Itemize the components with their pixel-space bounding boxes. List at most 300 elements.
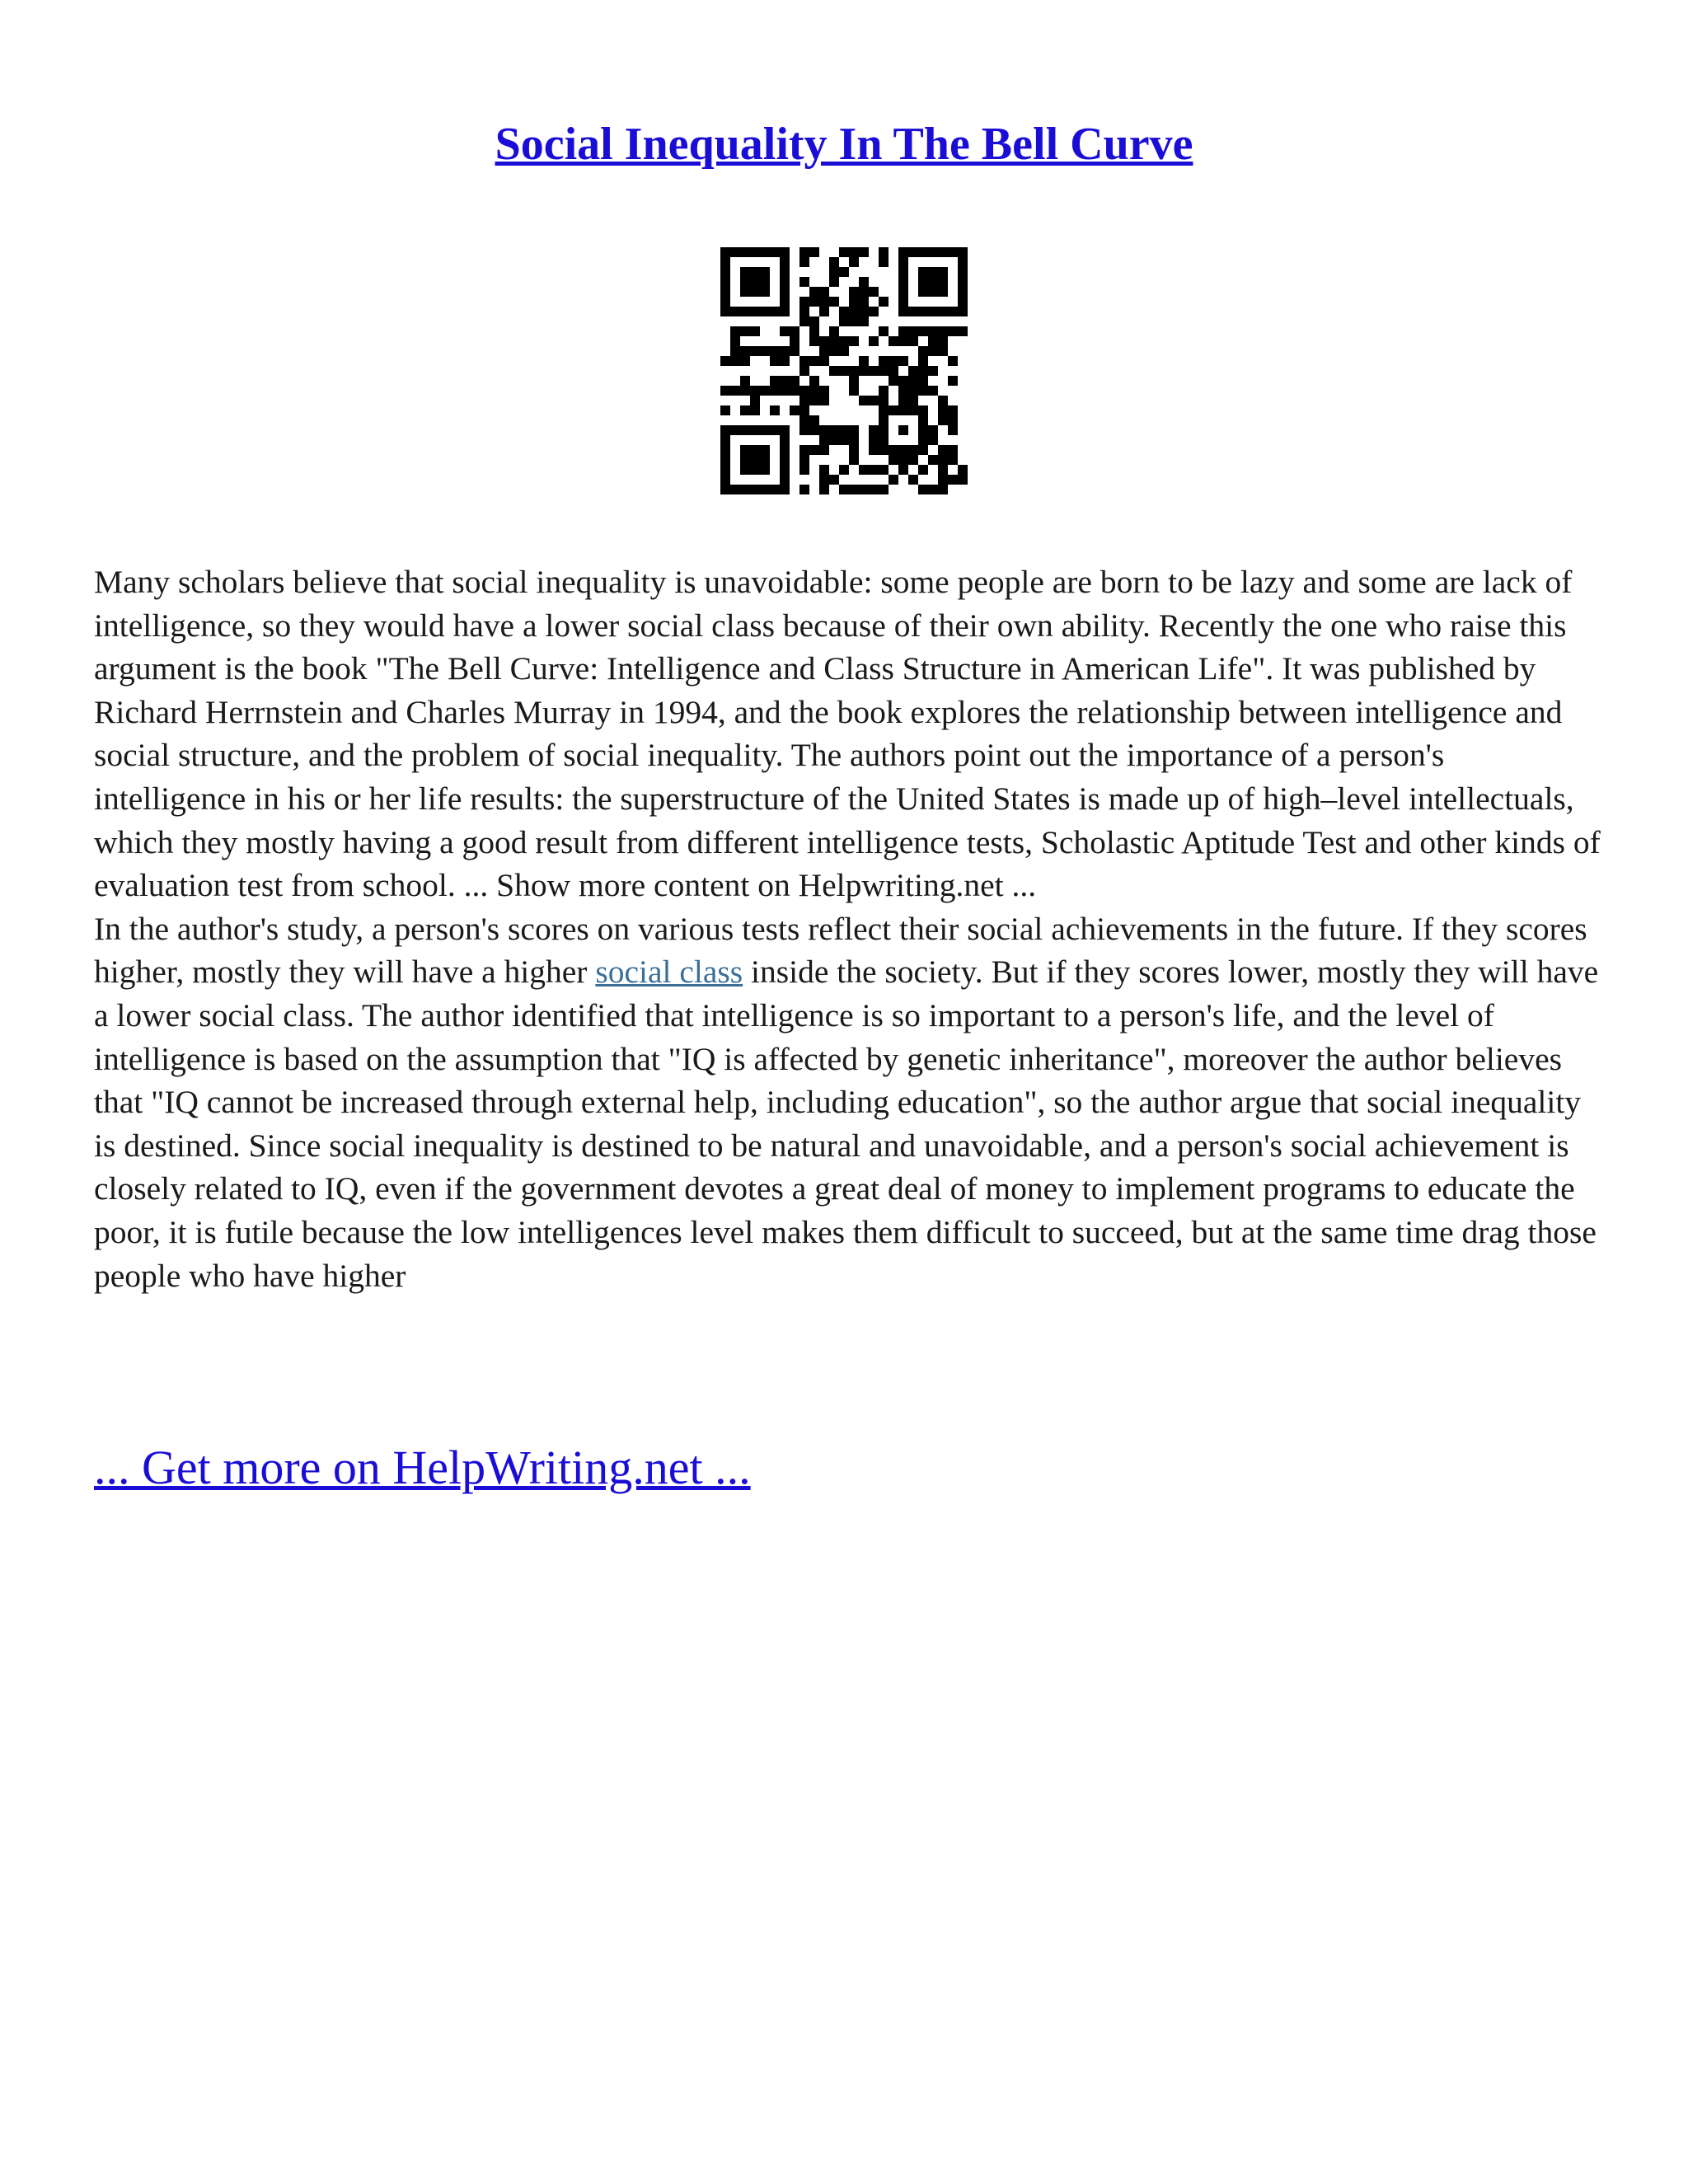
qr-module	[928, 485, 938, 494]
qr-module	[849, 287, 859, 297]
qr-module	[869, 307, 879, 316]
qr-module	[829, 366, 839, 376]
qr-module	[928, 267, 938, 277]
qr-module	[948, 415, 958, 425]
qr-module	[809, 356, 819, 366]
qr-module	[948, 475, 958, 485]
qr-module	[849, 445, 859, 455]
qr-module	[829, 267, 839, 277]
qr-module	[760, 346, 770, 356]
qr-module	[898, 326, 908, 336]
qr-module	[809, 376, 819, 386]
qr-module	[720, 485, 730, 494]
qr-module	[790, 405, 799, 415]
qr-module	[938, 267, 948, 277]
qr-module	[928, 425, 938, 435]
qr-module	[908, 326, 918, 336]
qr-module	[918, 435, 928, 445]
qr-module	[898, 257, 908, 267]
qr-module	[819, 297, 829, 307]
qr-module	[839, 267, 849, 277]
qr-module	[938, 307, 948, 316]
qr-module	[958, 277, 968, 287]
qr-module	[750, 445, 760, 455]
qr-module	[839, 247, 849, 257]
qr-module	[730, 346, 740, 356]
qr-module	[829, 336, 839, 346]
qr-module	[948, 455, 958, 465]
social-class-link[interactable]: social class	[595, 954, 743, 991]
qr-module	[809, 415, 819, 425]
qr-module	[928, 435, 938, 445]
qr-module	[809, 386, 819, 396]
qr-module	[720, 247, 730, 257]
qr-module	[839, 366, 849, 376]
qr-module	[780, 435, 790, 445]
qr-module	[770, 405, 780, 415]
qr-module	[809, 336, 819, 346]
qr-module	[799, 297, 809, 307]
qr-module	[859, 287, 869, 297]
document-title	[0, 115, 1688, 173]
qr-module	[780, 326, 790, 336]
qr-module	[770, 247, 780, 257]
qr-module	[889, 445, 898, 455]
qr-module	[889, 475, 898, 485]
qr-module	[790, 376, 799, 386]
qr-module	[720, 386, 730, 396]
qr-module	[770, 346, 780, 356]
qr-module	[898, 396, 908, 405]
qr-module	[780, 386, 790, 396]
qr-module	[760, 485, 770, 494]
qr-module	[849, 485, 859, 494]
qr-module	[740, 326, 750, 336]
qr-module	[898, 307, 908, 316]
qr-module	[908, 405, 918, 415]
qr-module	[938, 277, 948, 287]
qr-module	[829, 257, 839, 267]
qr-module	[918, 465, 928, 475]
qr-module	[750, 307, 760, 316]
qr-module	[819, 475, 829, 485]
qr-module	[750, 405, 760, 415]
qr-module	[849, 425, 859, 435]
qr-module	[918, 425, 928, 435]
qr-module	[948, 356, 958, 366]
qr-module	[928, 307, 938, 316]
qr-module	[799, 455, 809, 465]
qr-module	[898, 455, 908, 465]
qr-module	[948, 405, 958, 415]
qr-module	[720, 475, 730, 485]
qr-module	[770, 425, 780, 435]
qr-module	[958, 247, 968, 257]
qr-module	[780, 267, 790, 277]
qr-module	[780, 425, 790, 435]
qr-module	[879, 386, 889, 396]
qr-module	[839, 465, 849, 475]
qr-module	[799, 396, 809, 405]
qr-module	[839, 346, 849, 356]
qr-module	[799, 247, 809, 257]
qr-module	[760, 287, 770, 297]
qr-module	[740, 346, 750, 356]
qr-module	[898, 247, 908, 257]
qr-module	[780, 485, 790, 494]
qr-module	[898, 356, 908, 366]
qr-module	[918, 485, 928, 494]
qr-module	[879, 366, 889, 376]
qr-module	[908, 475, 918, 485]
qr-module	[780, 287, 790, 297]
qr-module	[958, 257, 968, 267]
qr-module	[740, 465, 750, 475]
qr-module	[898, 386, 908, 396]
qr-module	[958, 475, 968, 485]
paragraph-2-text-end: inside the society. But if they scores lower, mostly they will have a lower social class. The author identified that intelligence is so important to a person's life, and the level of intelligence is based on the assumption that "IQ is affected by genetic inheritance", moreover the author believes that "IQ cannot be increased through external help, including education", so the author argue that social inequality is destined. Since social inequality is destined to be natural and unavoidable, and a person's social achievement is closely related to IQ, even if the government devotes a great deal of money to implement programs to educate the poor, it is futile because the low intelligences level makes them difficult to succeed, but at the same time drag those people who have higher	[94, 954, 1599, 1294]
title-link[interactable]: Social Inequality In The Bell Curve	[495, 119, 1193, 170]
qr-module	[780, 297, 790, 307]
qr-module	[740, 425, 750, 435]
qr-module	[730, 247, 740, 257]
qr-module	[918, 277, 928, 287]
qr-module	[799, 307, 809, 316]
qr-module	[730, 356, 740, 366]
qr-module	[720, 287, 730, 297]
paragraph-1: Many scholars believe that social inequality is unavoidable: some people are born to be lazy and some are lack of intelligence, so they would have a lower social class because of their own ability. Recently the one who raise this argument is the book "The Bell Curve: Intelligence and Class Structure in American Life". It was published by Richard Herrnstein and Charles Murray in 1994, and the book explores the relationship between intelligence and social structure, and the problem of social inequality. The authors point out the importance of a person's intelligence in his or her life results: the superstructure of the United States is made up of high–level intellectuals, which they mostly having a good result from different intelligence tests, Scholastic Aptitude Test and other kinds of evaluation test from school. ... Show more content on Helpwriting.net ...	[94, 564, 1601, 904]
qr-module	[799, 485, 809, 494]
qr-module	[918, 405, 928, 415]
qr-module	[740, 485, 750, 494]
qr-module	[889, 405, 898, 415]
qr-module	[780, 455, 790, 465]
qr-module	[839, 435, 849, 445]
qr-module	[879, 435, 889, 445]
qr-module	[780, 465, 790, 475]
qr-module	[839, 485, 849, 494]
qr-module	[790, 336, 799, 346]
qr-module	[720, 356, 730, 366]
qr-module	[730, 425, 740, 435]
qr-module	[869, 425, 879, 435]
qr-module	[720, 425, 730, 435]
qr-module	[879, 356, 889, 366]
qr-module	[799, 425, 809, 435]
qr-module	[859, 485, 869, 494]
qr-module	[740, 356, 750, 366]
qr-module	[908, 386, 918, 396]
qr-module	[859, 297, 869, 307]
qr-module	[849, 297, 859, 307]
qr-module	[938, 475, 948, 485]
qr-module	[809, 425, 819, 435]
qr-module	[889, 366, 898, 376]
qr-module	[760, 277, 770, 287]
qr-module	[898, 267, 908, 277]
qr-module	[809, 287, 819, 297]
qr-module	[918, 326, 928, 336]
qr-module	[799, 445, 809, 455]
qr-module	[938, 415, 948, 425]
qr-module	[839, 316, 849, 326]
qr-module	[839, 425, 849, 435]
qr-module	[750, 425, 760, 435]
qr-module	[750, 455, 760, 465]
qr-module	[760, 465, 770, 475]
qr-module	[750, 267, 760, 277]
qr-module	[898, 336, 908, 346]
qr-module	[809, 326, 819, 336]
qr-module	[898, 287, 908, 297]
qr-module	[799, 386, 809, 396]
qr-module	[780, 376, 790, 386]
paragraph-2-text-start: In the author's study, a person's scores on various tests reflect their social achievements in the future. If they scores higher, mostly they will have a higher	[94, 910, 1587, 991]
qr-module	[740, 307, 750, 316]
qr-module	[908, 366, 918, 376]
qr-module	[780, 346, 790, 356]
qr-module	[780, 247, 790, 257]
qr-module	[918, 307, 928, 316]
qr-module	[908, 396, 918, 405]
qr-module	[740, 405, 750, 415]
qr-module	[928, 247, 938, 257]
qr-module	[720, 435, 730, 445]
qr-module	[829, 326, 839, 336]
qr-module	[809, 247, 819, 257]
qr-module	[770, 485, 780, 494]
qr-module	[938, 247, 948, 257]
qr-module	[780, 356, 790, 366]
qr-module	[948, 307, 958, 316]
qr-module	[740, 376, 750, 386]
qr-module	[760, 386, 770, 396]
qr-module	[849, 307, 859, 316]
qr-module	[938, 465, 948, 475]
qr-module	[849, 316, 859, 326]
qr-module	[790, 326, 799, 336]
qr-module	[829, 277, 839, 287]
qr-module	[928, 455, 938, 465]
qr-module	[720, 465, 730, 475]
qr-module	[760, 455, 770, 465]
qr-module	[819, 425, 829, 435]
qr-module	[740, 386, 750, 396]
qr-module	[809, 316, 819, 326]
qr-module	[770, 386, 780, 396]
qr-module	[918, 366, 928, 376]
qr-module	[819, 386, 829, 396]
get-more-section	[94, 1438, 751, 1497]
qr-module	[750, 386, 760, 396]
qr-module	[859, 277, 869, 287]
get-more-link[interactable]: ... Get more on HelpWriting.net ...	[94, 1441, 751, 1494]
qr-module	[879, 326, 889, 336]
qr-module	[720, 297, 730, 307]
qr-module	[879, 445, 889, 455]
qr-module	[730, 307, 740, 316]
qr-module	[918, 346, 928, 356]
qr-module	[799, 405, 809, 415]
qr-module	[730, 386, 740, 396]
qr-module	[908, 445, 918, 455]
qr-module	[760, 307, 770, 316]
qr-module	[908, 455, 918, 465]
qr-module	[730, 485, 740, 494]
qr-module	[780, 277, 790, 287]
qr-module	[948, 247, 958, 257]
qr-module	[849, 455, 859, 465]
qr-module	[819, 445, 829, 455]
qr-module	[869, 485, 879, 494]
qr-module	[938, 287, 948, 297]
qr-module	[819, 435, 829, 445]
qr-module	[720, 307, 730, 316]
qr-module	[938, 326, 948, 336]
qr-module	[740, 287, 750, 297]
qr-module	[770, 356, 780, 366]
qr-module	[780, 307, 790, 316]
qr-module	[750, 485, 760, 494]
qr-module	[938, 485, 948, 494]
qr-module	[879, 396, 889, 405]
qr-module	[750, 396, 760, 405]
qr-module	[879, 425, 889, 435]
qr-module	[750, 346, 760, 356]
qr-module	[879, 257, 889, 267]
qr-module	[720, 267, 730, 277]
qr-module	[948, 326, 958, 336]
qr-module	[928, 287, 938, 297]
qr-module	[750, 277, 760, 287]
qr-module	[799, 465, 809, 475]
qr-module	[889, 356, 898, 366]
qr-code-icon	[720, 247, 968, 494]
qr-module	[849, 336, 859, 346]
qr-module	[958, 465, 968, 475]
qr-module	[799, 356, 809, 366]
qr-module	[869, 435, 879, 445]
qr-module	[908, 376, 918, 386]
qr-module	[918, 287, 928, 297]
qr-module	[839, 336, 849, 346]
qr-module	[809, 396, 819, 405]
qr-module	[898, 297, 908, 307]
article-body	[94, 560, 1602, 1297]
qr-module	[879, 297, 889, 307]
qr-module	[819, 307, 829, 316]
qr-module	[839, 307, 849, 316]
qr-module	[948, 425, 958, 435]
qr-module	[908, 307, 918, 316]
qr-module	[908, 247, 918, 257]
qr-module	[720, 257, 730, 267]
qr-module	[760, 267, 770, 277]
qr-module	[809, 297, 819, 307]
qr-module	[889, 376, 898, 386]
qr-module	[740, 247, 750, 257]
qr-module	[859, 247, 869, 257]
qr-module	[898, 277, 908, 287]
qr-module	[908, 336, 918, 346]
qr-module	[879, 485, 889, 494]
qr-module	[889, 455, 898, 465]
qr-module	[958, 307, 968, 316]
qr-module	[780, 445, 790, 455]
qr-module	[829, 297, 839, 307]
qr-module	[898, 465, 908, 475]
qr-module	[809, 445, 819, 455]
qr-module	[938, 455, 948, 465]
qr-module	[938, 405, 948, 415]
qr-module	[948, 376, 958, 386]
qr-module	[859, 316, 869, 326]
qr-module	[938, 396, 948, 405]
qr-module	[869, 445, 879, 455]
qr-module	[938, 445, 948, 455]
qr-module	[879, 415, 889, 425]
qr-module	[849, 386, 859, 396]
qr-module	[869, 396, 879, 405]
qr-module	[799, 316, 809, 326]
qr-module	[720, 277, 730, 287]
qr-module	[859, 396, 869, 405]
qr-module	[770, 307, 780, 316]
qr-module	[730, 326, 740, 336]
qr-module	[898, 445, 908, 455]
qr-module	[829, 425, 839, 435]
qr-module	[879, 247, 889, 257]
qr-module	[790, 386, 799, 396]
qr-module	[799, 277, 809, 287]
qr-module	[928, 326, 938, 336]
qr-module	[740, 267, 750, 277]
qr-module	[869, 366, 879, 376]
qr-module	[780, 475, 790, 485]
qr-module	[849, 376, 859, 386]
qr-module	[819, 356, 829, 366]
qr-module	[829, 475, 839, 485]
qr-module	[938, 346, 948, 356]
qr-module	[928, 346, 938, 356]
paragraph-2	[94, 907, 1602, 1297]
qr-module	[859, 465, 869, 475]
qr-module	[750, 287, 760, 297]
qr-module	[918, 415, 928, 425]
qr-module	[720, 455, 730, 465]
qr-module	[918, 247, 928, 257]
qr-module	[740, 445, 750, 455]
qr-module	[928, 336, 938, 346]
qr-module	[859, 356, 869, 366]
qr-module	[918, 267, 928, 277]
qr-module	[799, 415, 809, 425]
qr-module	[869, 336, 879, 346]
qr-module	[958, 267, 968, 277]
qr-module	[849, 435, 859, 445]
qr-module	[869, 287, 879, 297]
qr-module	[829, 435, 839, 445]
qr-module	[849, 366, 859, 376]
qr-module	[819, 336, 829, 346]
qr-module	[720, 445, 730, 455]
qr-module	[859, 366, 869, 376]
qr-module	[799, 257, 809, 267]
qr-module	[760, 445, 770, 455]
qr-module	[720, 405, 730, 415]
qr-module	[819, 287, 829, 297]
qr-module	[750, 465, 760, 475]
